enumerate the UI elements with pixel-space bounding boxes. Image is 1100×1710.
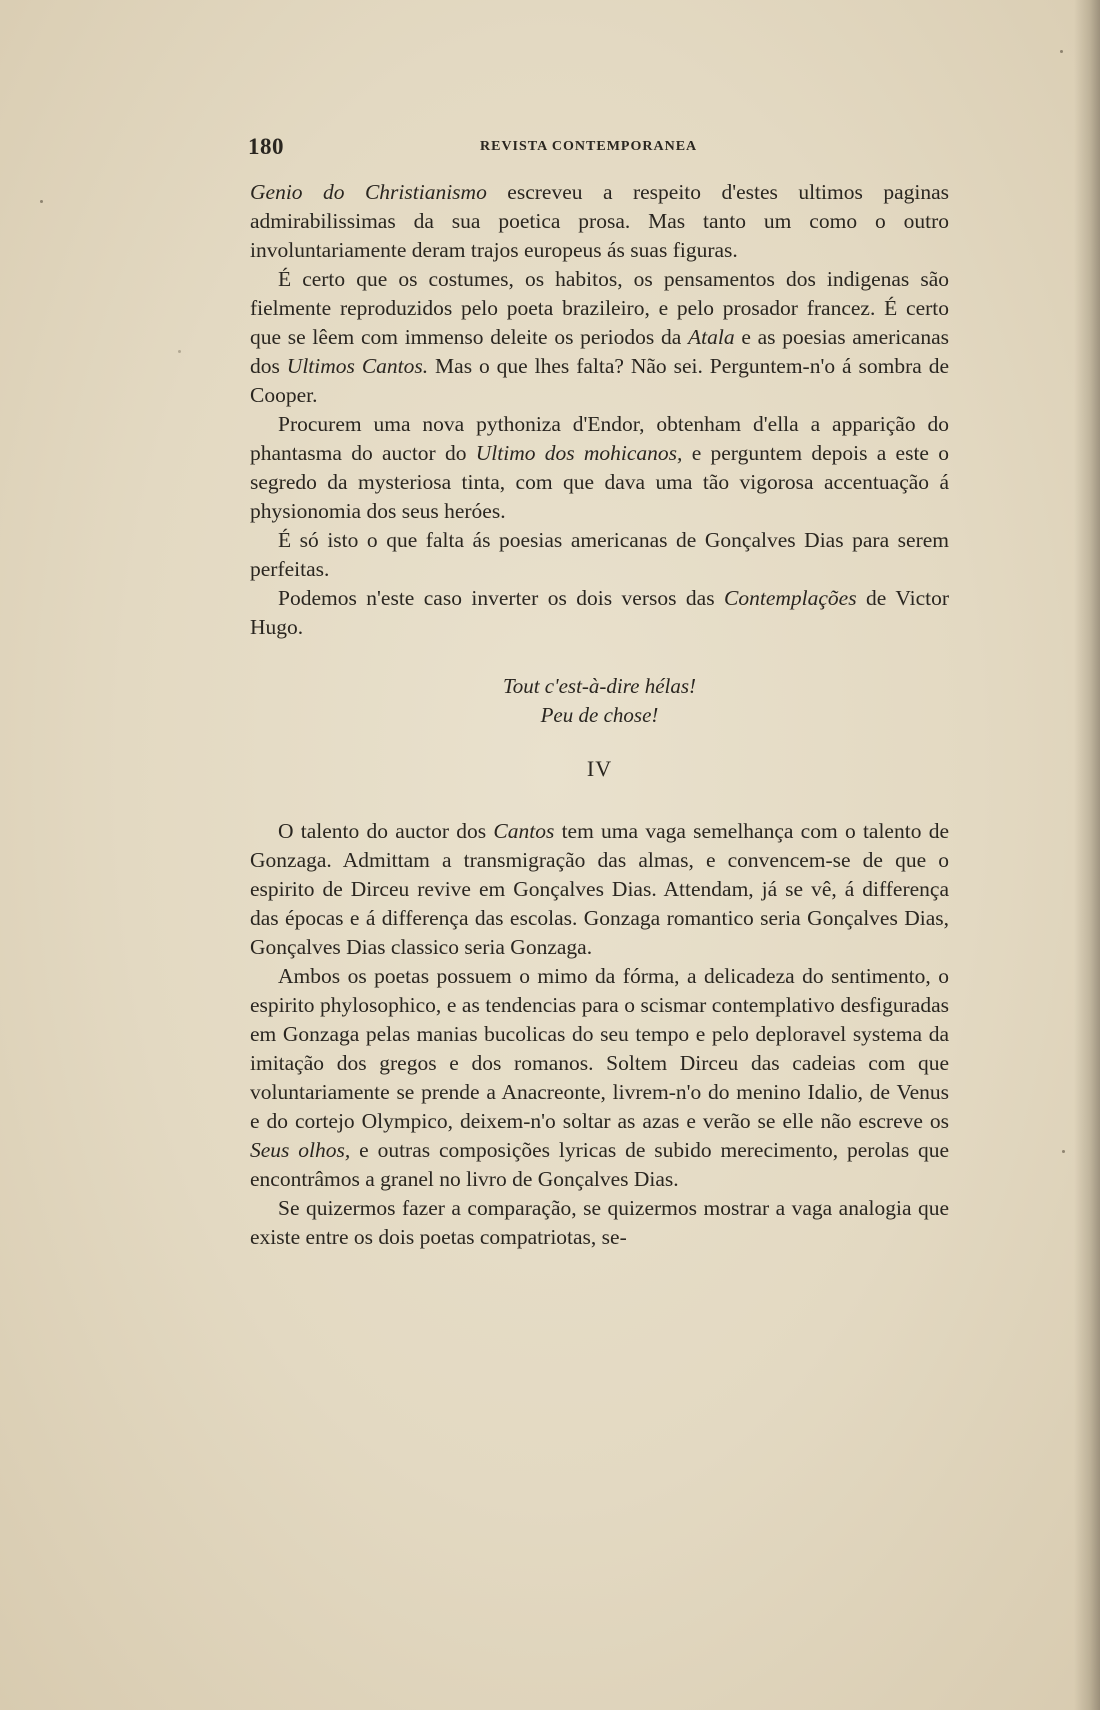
italic-text: Contemplações [724, 586, 857, 610]
paragraph-text: Se quizermos fazer a comparação, se quizermos mostrar a vaga analogia que existe entre os dois poetas compatriotas, se- [250, 1196, 949, 1249]
running-title: REVISTA CONTEMPORANEA [480, 139, 698, 154]
paragraph [250, 817, 949, 962]
paragraph [250, 410, 949, 526]
paragraph-text: de Victor Hugo. [250, 586, 949, 639]
paragraph-text: e outras composições lyricas de subido merecimento, perolas que encontrâmos a granel no livro de Gonçalves Dias. [250, 1138, 949, 1191]
page-number: 180 [248, 134, 284, 159]
paragraph [250, 178, 949, 265]
verse-quote [250, 672, 949, 730]
paragraph-text: É só isto o que falta ás poesias americanas de Gonçalves Dias para serem perfeitas. [250, 528, 949, 581]
paragraph-text: e perguntem depois a este o segredo da mysteriosa tinta, com que dava uma tão vigorosa accentuação á physionomia dos seus heróes. [250, 441, 949, 523]
verse-line: Tout c'est-à-dire hélas! [502, 674, 697, 698]
paper-speck [1060, 50, 1063, 53]
paragraph-text: Podemos n'este caso inverter os dois versos das [278, 586, 725, 610]
italic-text: Ultimo dos mohicanos, [475, 441, 683, 465]
italic-text: Seus olhos, [250, 1138, 351, 1162]
paper-speck [178, 350, 181, 353]
paragraph-text: e as poesias americanas dos [250, 325, 949, 378]
paper-speck [40, 200, 43, 203]
paragraph-text: O talento do auctor dos [278, 819, 494, 843]
paragraph [250, 526, 949, 584]
paper-speck [1062, 1150, 1065, 1153]
paragraph-text: tem uma vaga semelhança com o talento de Gonzaga. Admittam a transmigração das almas, e convencem-se de que o espirito de Dirceu revive em Gonçalves Dias. Attendam, já se vê, á differença das épocas e á differença das escolas. Gonzaga romantico seria Gonçalves Dias, Gonçalves Dias classico seria Gonzaga. [250, 819, 949, 959]
italic-text: Cantos [493, 819, 555, 843]
paragraph-text: É certo que os costumes, os habitos, os pensamentos dos indigenas são fielmente reproduzidos pelo poeta brazileiro, e pelo prosador francez. É certo que se lêem com immenso deleite os periodos da [250, 267, 949, 349]
page-header [248, 134, 948, 164]
italic-text: Atala [688, 325, 735, 349]
paragraph-text: Mas o que lhes falta? Não sei. Perguntem-n'o á sombra de Cooper. [250, 354, 949, 407]
body-text [250, 178, 949, 1252]
italic-text: Ultimos Cantos. [286, 354, 429, 378]
paragraph-text: Procurem uma nova pythoniza d'Endor, obtenham d'ella a apparição do phantasma do auctor do [250, 412, 949, 465]
paragraph [250, 265, 949, 410]
paragraph [250, 584, 949, 642]
paragraph-text: Ambos os poetas possuem o mimo da fórma, a delicadeza do sentimento, o espirito phylosophico, e as tendencias para o scismar contemplativo desfiguradas em Gonzaga pelas manias bucolicas do seu tempo e pelo deploravel systema da imitação dos gregos e dos romanos. Soltem Dirceu das cadeias com que voluntariamente se prende a Anacreonte, livrem-n'o do menino Idalio, de Venus e do cortejo Olympico, deixem-n'o soltar as azas e verão se elle não escreve os [250, 964, 949, 1133]
page-edge-shadow [1074, 0, 1100, 1710]
paragraph [250, 962, 949, 1194]
paragraph-text: escreveu a respeito d'estes ultimos paginas admirabilissimas da sua poetica prosa. Mas tanto um como o outro involuntariamente deram trajos europeus ás suas figuras. [250, 180, 949, 262]
italic-text: Genio do Christianismo [250, 180, 487, 204]
section-heading: IV [586, 756, 613, 781]
paragraph [250, 1194, 949, 1252]
verse-line: Peu de chose! [540, 703, 659, 727]
